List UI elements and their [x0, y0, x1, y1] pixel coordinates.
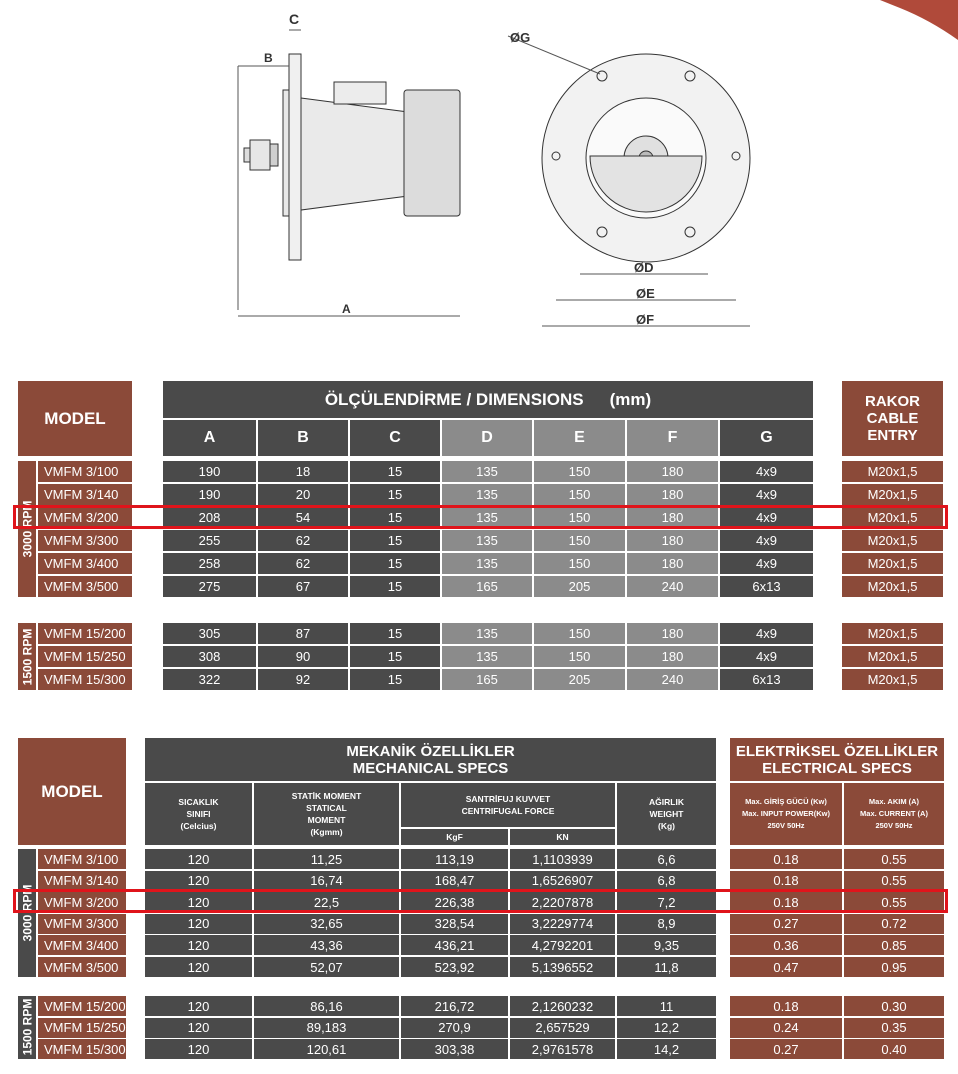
rpm-text: 3000 RPM: [20, 884, 35, 942]
specs-row-model: VMFM 15/200: [38, 996, 126, 1016]
dimensions-cell-g: 4x9: [720, 461, 813, 482]
col-power-header: [730, 783, 842, 845]
specs-cell-kgf: 436,21: [401, 935, 508, 955]
dimensions-cell-c: 15: [350, 484, 440, 505]
dimensions-cell-e: 150: [534, 623, 625, 644]
specs-cell-temp: 120: [145, 996, 252, 1016]
dimensions-cell-d: 165: [442, 669, 532, 690]
specs-cell-current: 0.55: [844, 871, 944, 891]
col-current-line-3: 250V 50Hz: [875, 821, 913, 830]
col-force-line-1: SANTRİFUJ KUVVET: [465, 794, 551, 804]
dimensions-rpm-label: [18, 461, 36, 597]
specs-cell-kgf: 168,47: [401, 871, 508, 891]
dimensions-cell-e: 150: [534, 507, 625, 528]
dimensions-cell-cable: M20x1,5: [842, 669, 943, 690]
dimensions-cell-cable: M20x1,5: [842, 553, 943, 574]
dimensions-cell-g: 4x9: [720, 484, 813, 505]
dimensions-row-model: VMFM 3/300: [38, 530, 132, 551]
specs-cell-current: 0.40: [844, 1039, 944, 1059]
dimensions-cell-c: 15: [350, 623, 440, 644]
dimensions-col-f: F: [627, 420, 718, 456]
mech-title-1: MEKANİK ÖZELLİKLER: [346, 742, 515, 760]
highlight-dimensions-vmfm-3-200: [13, 505, 948, 529]
label-a: A: [342, 302, 351, 316]
dimensions-cell-g: 4x9: [720, 530, 813, 551]
dimensions-cell-b: 18: [258, 461, 348, 482]
dimensions-cell-e: 150: [534, 646, 625, 667]
dimensions-cell-e: 150: [534, 484, 625, 505]
specs-cell-moment: 22,5: [254, 892, 399, 912]
dimensions-cell-f: 180: [627, 646, 718, 667]
specs-rpm-label: [18, 996, 36, 1059]
col-force-line-2: CENTRIFUGAL FORCE: [461, 806, 555, 816]
dimensions-rpm-label: [18, 623, 36, 690]
specs-cell-kn: 2,1260232: [510, 996, 615, 1016]
specs-row-model: VMFM 15/300: [38, 1039, 126, 1059]
specs-row-model: VMFM 3/300: [38, 914, 126, 934]
dimensions-cell-c: 15: [350, 461, 440, 482]
dimensions-cell-e: 150: [534, 530, 625, 551]
specs-cell-kn: 4,2792201: [510, 935, 615, 955]
elec-title-2: ELECTRICAL SPECS: [762, 759, 912, 777]
dimensions-cell-e: 205: [534, 669, 625, 690]
dimensions-cell-b: 62: [258, 553, 348, 574]
specs-cell-kgf: 303,38: [401, 1039, 508, 1059]
dimensions-cell-a: 190: [163, 461, 256, 482]
col-weight-line-1: AĞIRLIK: [649, 797, 684, 807]
col-temperature-header: [145, 783, 252, 845]
specs-cell-power: 0.36: [730, 935, 842, 955]
specs-cell-weight: 6,6: [617, 849, 716, 869]
specs-cell-moment: 86,16: [254, 996, 399, 1016]
specs-cell-temp: 120: [145, 957, 252, 977]
specs-cell-temp: 120: [145, 935, 252, 955]
specs-cell-kn: 2,2207878: [510, 892, 615, 912]
specs-cell-current: 0.35: [844, 1018, 944, 1038]
dimensions-cell-d: 135: [442, 461, 532, 482]
specs-cell-current: 0.55: [844, 849, 944, 869]
dimensions-cell-e: 150: [534, 553, 625, 574]
col-power-line-1: Max. GİRİŞ GÜCÜ (Kw): [745, 797, 827, 806]
dimensions-cell-b: 92: [258, 669, 348, 690]
specs-cell-temp: 120: [145, 892, 252, 912]
dimensions-row-model: VMFM 3/140: [38, 484, 132, 505]
specs-cell-current: 0.55: [844, 892, 944, 912]
dimensions-cell-f: 180: [627, 623, 718, 644]
dimensions-cell-d: 135: [442, 530, 532, 551]
col-current-header: [844, 783, 944, 845]
label-g: ØG: [510, 30, 531, 45]
dimensions-cell-c: 15: [350, 576, 440, 597]
col-weight-line-2: WEIGHT: [649, 809, 684, 819]
dimensions-title: [163, 381, 813, 418]
dimensions-cell-f: 240: [627, 576, 718, 597]
highlight-specs-vmfm-3-200: [13, 889, 948, 913]
rpm-text: 1500 RPM: [20, 999, 35, 1056]
dimensions-cell-cable: M20x1,5: [842, 646, 943, 667]
specs-cell-moment: 32,65: [254, 914, 399, 934]
dimensions-cell-c: 15: [350, 646, 440, 667]
dimensions-row-model: VMFM 15/200: [38, 623, 132, 644]
dimensions-cell-cable: M20x1,5: [842, 461, 943, 482]
specs-cell-moment: 11,25: [254, 849, 399, 869]
dimensions-cell-a: 308: [163, 646, 256, 667]
specs-row-model: VMFM 3/500: [38, 957, 126, 977]
specs-row-model: VMFM 3/140: [38, 871, 126, 891]
specs-model-header: MODEL: [18, 738, 126, 845]
specs-cell-temp: 120: [145, 849, 252, 869]
dimensions-col-c: C: [350, 420, 440, 456]
specs-cell-temp: 120: [145, 1039, 252, 1059]
dimensions-model-header: MODEL: [18, 381, 132, 456]
side-view: [238, 30, 460, 316]
front-view: [508, 36, 750, 326]
dimensions-cell-cable: M20x1,5: [842, 530, 943, 551]
col-weight-header: [617, 783, 716, 845]
specs-cell-moment: 89,183: [254, 1018, 399, 1038]
col-kn-header: KN: [510, 829, 615, 845]
dimensions-col-g: G: [720, 420, 813, 456]
specs-cell-power: 0.18: [730, 996, 842, 1016]
col-temp-line-1: SICAKLIK: [178, 797, 219, 807]
specs-cell-current: 0.30: [844, 996, 944, 1016]
dimensions-cell-f: 180: [627, 530, 718, 551]
dimensions-cell-c: 15: [350, 507, 440, 528]
specs-cell-kgf: 216,72: [401, 996, 508, 1016]
dimensions-title-text: ÖLÇÜLENDİRME / DIMENSIONS: [324, 389, 584, 409]
specs-cell-weight: 8,9: [617, 914, 716, 934]
rpm-text: 3000 RPM: [20, 500, 35, 558]
dimensions-cell-a: 275: [163, 576, 256, 597]
specs-cell-kn: 3,2229774: [510, 914, 615, 934]
label-c: C: [289, 11, 300, 27]
dimensions-cell-cable: M20x1,5: [842, 507, 943, 528]
specs-row-model: VMFM 3/100: [38, 849, 126, 869]
dimensions-row-model: VMFM 3/400: [38, 553, 132, 574]
specs-cell-weight: 12,2: [617, 1018, 716, 1038]
col-weight-line-3: (Kg): [658, 821, 675, 831]
dimensions-cell-e: 205: [534, 576, 625, 597]
specs-cell-weight: 11: [617, 996, 716, 1016]
specs-cell-moment: 120,61: [254, 1039, 399, 1059]
col-force-header: [401, 783, 615, 827]
specs-cell-kn: 2,9761578: [510, 1039, 615, 1059]
dimensions-cell-g: 4x9: [720, 623, 813, 644]
specs-cell-weight: 11,8: [617, 957, 716, 977]
specs-cell-power: 0.27: [730, 1039, 842, 1059]
dimensions-cell-f: 180: [627, 461, 718, 482]
dimensions-cell-d: 135: [442, 623, 532, 644]
dimensions-cell-c: 15: [350, 530, 440, 551]
col-moment-line-2: STATICAL: [306, 803, 347, 813]
dimensions-col-e: E: [534, 420, 625, 456]
dimensions-cell-a: 258: [163, 553, 256, 574]
col-current-line-2: Max. CURRENT (A): [860, 809, 928, 818]
specs-cell-temp: 120: [145, 1018, 252, 1038]
label-e: ØE: [636, 286, 655, 301]
specs-cell-weight: 9,35: [617, 935, 716, 955]
dimensions-cell-cable: M20x1,5: [842, 623, 943, 644]
specs-cell-power: 0.24: [730, 1018, 842, 1038]
cable-title-1: RAKOR: [865, 393, 920, 410]
dimensions-cell-b: 20: [258, 484, 348, 505]
dimensions-cell-d: 135: [442, 484, 532, 505]
dimensions-cell-a: 190: [163, 484, 256, 505]
specs-cell-power: 0.18: [730, 892, 842, 912]
dimensions-cell-c: 15: [350, 553, 440, 574]
dimensions-cell-c: 15: [350, 669, 440, 690]
dimensions-cell-f: 180: [627, 507, 718, 528]
dimensions-cell-b: 62: [258, 530, 348, 551]
dimensions-cell-b: 87: [258, 623, 348, 644]
dimensions-cell-b: 54: [258, 507, 348, 528]
dimensions-col-b: B: [258, 420, 348, 456]
specs-cell-kn: 2,657529: [510, 1018, 615, 1038]
mechanical-specs-title: [145, 738, 716, 781]
dimensions-cell-b: 90: [258, 646, 348, 667]
elec-title-1: ELEKTRİKSEL ÖZELLİKLER: [735, 742, 939, 760]
dimensions-cell-g: 4x9: [720, 553, 813, 574]
specs-cell-kn: 5,1396552: [510, 957, 615, 977]
specs-cell-moment: 16,74: [254, 871, 399, 891]
dimensions-unit: (mm): [609, 389, 652, 409]
col-power-line-2: Max. INPUT POWER(Kw): [742, 809, 830, 818]
cable-entry-header: [842, 381, 943, 456]
dimensions-row-model: VMFM 3/500: [38, 576, 132, 597]
specs-cell-current: 0.95: [844, 957, 944, 977]
electrical-specs-title: [730, 738, 944, 781]
dimensions-cell-d: 135: [442, 507, 532, 528]
col-current-line-1: Max. AKIM (A): [868, 797, 920, 806]
specs-cell-kgf: 113,19: [401, 849, 508, 869]
technical-drawing: [0, 0, 958, 340]
label-f: ØF: [636, 312, 655, 327]
col-moment-line-1: STATİK MOMENT: [291, 791, 362, 801]
specs-cell-current: 0.85: [844, 935, 944, 955]
specs-cell-kgf: 328,54: [401, 914, 508, 934]
dimensions-cell-g: 4x9: [720, 646, 813, 667]
label-b: B: [264, 51, 273, 65]
dimensions-cell-g: 4x9: [720, 507, 813, 528]
label-d: ØD: [634, 260, 654, 275]
specs-cell-moment: 43,36: [254, 935, 399, 955]
dimensions-row-model: VMFM 3/200: [38, 507, 132, 528]
specs-cell-kgf: 226,38: [401, 892, 508, 912]
specs-cell-current: 0.72: [844, 914, 944, 934]
specs-cell-power: 0.18: [730, 849, 842, 869]
dimensions-cell-g: 6x13: [720, 576, 813, 597]
specs-row-model: VMFM 3/400: [38, 935, 126, 955]
dimensions-row-model: VMFM 3/100: [38, 461, 132, 482]
dimensions-cell-f: 240: [627, 669, 718, 690]
dimensions-cell-a: 305: [163, 623, 256, 644]
specs-row-model: VMFM 3/200: [38, 892, 126, 912]
specs-cell-temp: 120: [145, 914, 252, 934]
dimensions-cell-cable: M20x1,5: [842, 576, 943, 597]
dimensions-row-model: VMFM 15/250: [38, 646, 132, 667]
col-moment-header: [254, 783, 399, 845]
specs-cell-kgf: 270,9: [401, 1018, 508, 1038]
corner-decoration: [880, 0, 958, 40]
dimensions-cell-d: 135: [442, 646, 532, 667]
col-moment-line-4: (Kgmm): [310, 827, 343, 837]
col-temp-line-2: SINIFI: [186, 809, 211, 819]
specs-cell-moment: 52,07: [254, 957, 399, 977]
specs-cell-weight: 6,8: [617, 871, 716, 891]
dimensions-cell-f: 180: [627, 553, 718, 574]
dimensions-col-d: D: [442, 420, 532, 456]
dimensions-cell-a: 208: [163, 507, 256, 528]
specs-cell-weight: 7,2: [617, 892, 716, 912]
dimensions-cell-f: 180: [627, 484, 718, 505]
col-power-line-3: 250V 50Hz: [767, 821, 805, 830]
col-moment-line-3: MOMENT: [307, 815, 346, 825]
dimensions-cell-a: 255: [163, 530, 256, 551]
specs-cell-power: 0.47: [730, 957, 842, 977]
dimensions-row-model: VMFM 15/300: [38, 669, 132, 690]
specs-cell-power: 0.27: [730, 914, 842, 934]
dimensions-cell-d: 165: [442, 576, 532, 597]
specs-cell-power: 0.18: [730, 871, 842, 891]
dimensions-col-a: A: [163, 420, 256, 456]
specs-row-model: VMFM 15/250: [38, 1018, 126, 1038]
specs-cell-weight: 14,2: [617, 1039, 716, 1059]
col-kgf-header: KgF: [401, 829, 508, 845]
dimensions-cell-d: 135: [442, 553, 532, 574]
mech-title-2: MECHANICAL SPECS: [352, 759, 509, 777]
specs-cell-kn: 1,1103939: [510, 849, 615, 869]
rpm-text: 1500 RPM: [20, 628, 35, 685]
specs-cell-kgf: 523,92: [401, 957, 508, 977]
specs-cell-temp: 120: [145, 871, 252, 891]
dimensions-cell-e: 150: [534, 461, 625, 482]
dimensions-cell-cable: M20x1,5: [842, 484, 943, 505]
specs-cell-kn: 1,6526907: [510, 871, 615, 891]
dimensions-cell-b: 67: [258, 576, 348, 597]
cable-title-2: CABLE ENTRY: [866, 410, 919, 444]
col-temp-line-3: (Celcius): [180, 821, 217, 831]
dimensions-cell-a: 322: [163, 669, 256, 690]
dimensions-cell-g: 6x13: [720, 669, 813, 690]
